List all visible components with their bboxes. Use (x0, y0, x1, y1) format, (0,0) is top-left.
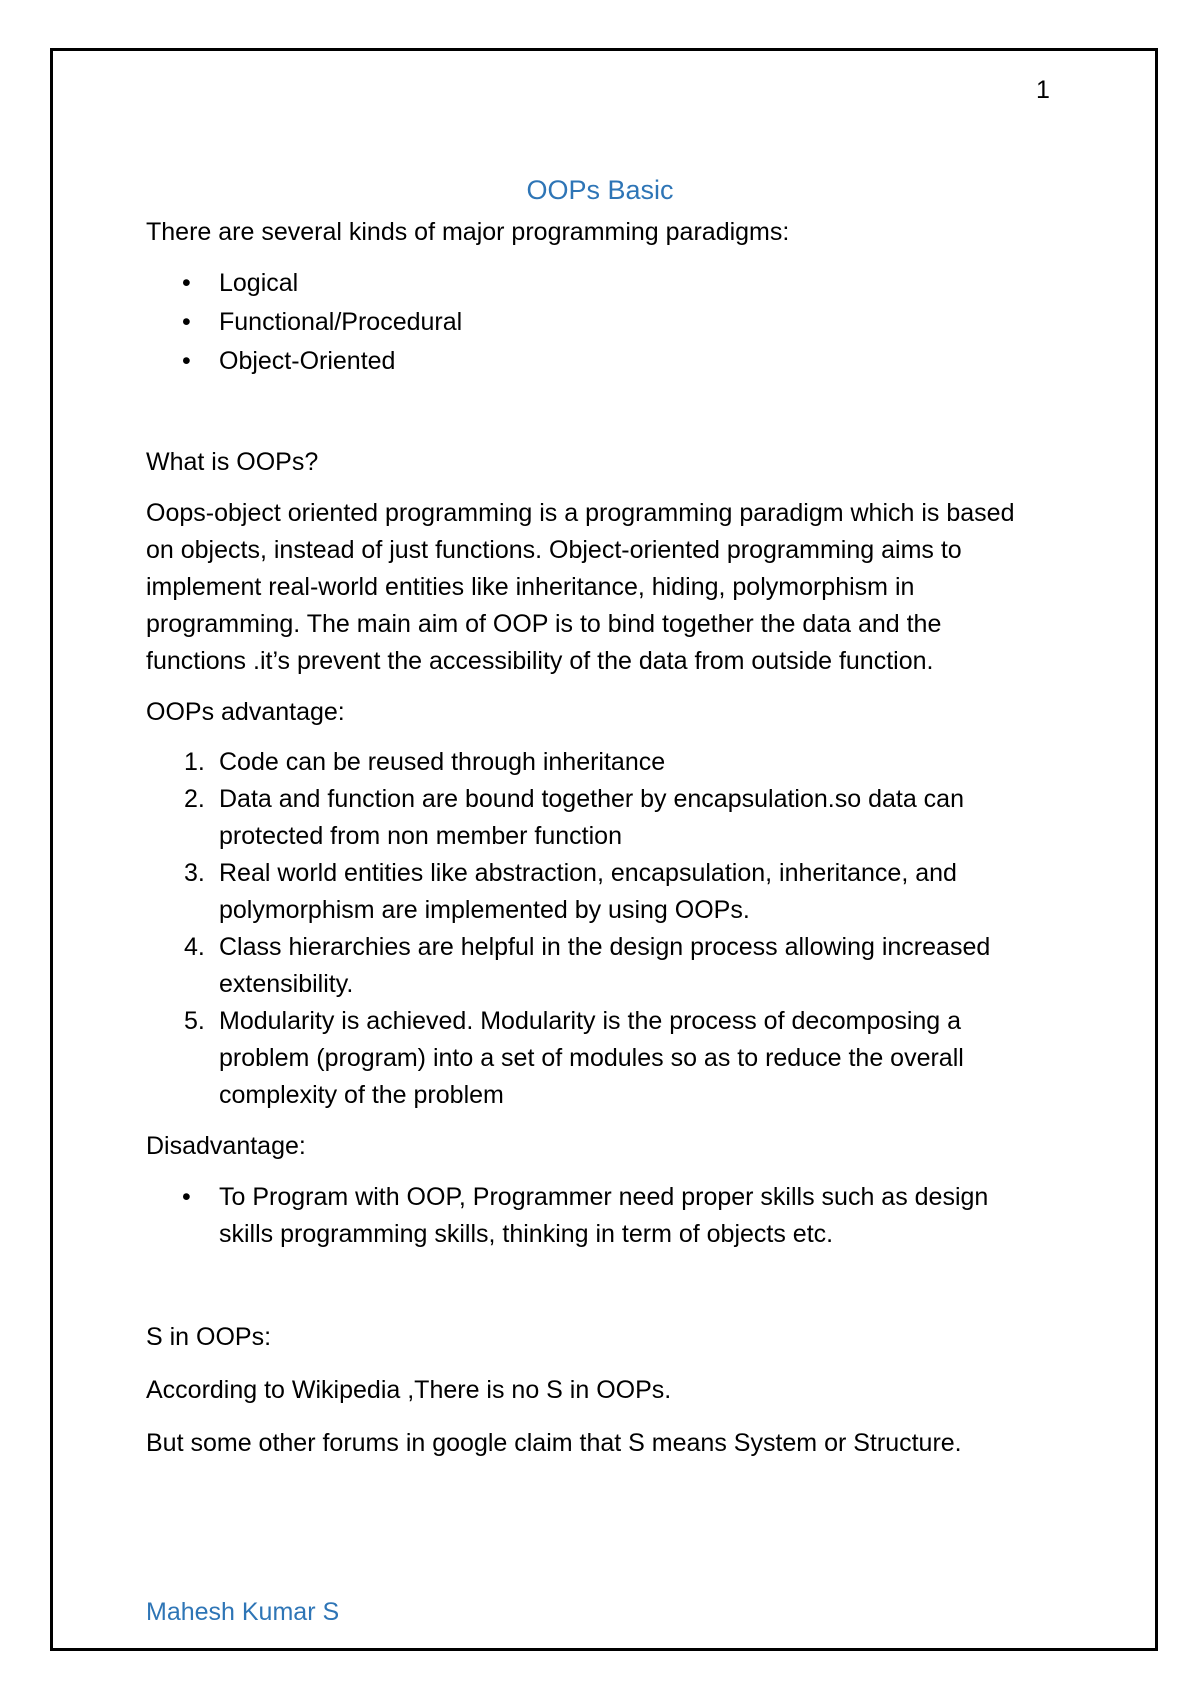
list-item: • Logical (146, 265, 1066, 302)
list-line: Class hierarchies are helpful in the design process allowing increased (219, 933, 991, 961)
list-line: problem (program) into a set of modules so as to reduce the overall (219, 1044, 964, 1072)
list-number: 4. (184, 933, 205, 961)
list-line: skills programming skills, thinking in term of objects etc. (219, 1220, 834, 1248)
paragraph-line: programming. The main aim of OOP is to bind together the data and the (146, 610, 942, 638)
advantage-heading: OOPs advantage: (146, 698, 345, 726)
paragraph-line: functions .it’s prevent the accessibility of the data from outside function. (146, 647, 934, 675)
intro-text: There are several kinds of major programming paradigms: (146, 218, 790, 246)
s-in-oops-heading: S in OOPs: (146, 1323, 272, 1351)
list-item (146, 781, 1066, 855)
list-number: 5. (184, 1007, 205, 1035)
list-line: Data and function are bound together by encapsulation.so data can (219, 785, 964, 813)
list-item: • Object-Oriented (146, 343, 1066, 380)
list-item (146, 1003, 1066, 1114)
paragraph-line: Oops-object oriented programming is a programming paradigm which is based (146, 499, 1015, 527)
page-number: 1 (1036, 76, 1050, 104)
list-line: • To Program with OOP, Programmer need proper skills such as design (219, 1183, 989, 1211)
advantage-list (146, 744, 1066, 1114)
author-footer: Mahesh Kumar S (146, 1598, 340, 1626)
list-item (146, 929, 1066, 1003)
list-item: • Functional/Procedural (146, 304, 1066, 341)
list-item (146, 855, 1066, 929)
disadvantage-list (146, 1179, 1066, 1253)
list-line: Real world entities like abstraction, encapsulation, inheritance, and (219, 859, 957, 887)
document-title: OOPs Basic (526, 175, 674, 205)
disadvantage-heading: Disadvantage: (146, 1132, 306, 1160)
paragraph-line: on objects, instead of just functions. Object-oriented programming aims to (146, 536, 962, 564)
list-line: Modularity is achieved. Modularity is the process of decomposing a (219, 1007, 962, 1035)
what-is-paragraph (146, 495, 1066, 680)
list-number: 2. (184, 785, 205, 813)
paradigm-list (146, 265, 1066, 380)
list-number: 1. (184, 748, 205, 776)
paragraph-line: implement real-world entities like inheritance, hiding, polymorphism in (146, 573, 915, 601)
list-line: complexity of the problem (219, 1081, 504, 1109)
list-line: protected from non member function (219, 822, 622, 850)
list-number: 3. (184, 859, 205, 887)
list-item (146, 744, 1066, 781)
list-line: Code can be reused through inheritance (219, 748, 666, 776)
s-in-oops-line-1: According to Wikipedia ,There is no S in OOPs. (146, 1376, 672, 1404)
list-line: polymorphism are implemented by using OOPs. (219, 896, 750, 924)
what-is-heading: What is OOPs? (146, 448, 319, 476)
list-item (146, 1179, 1066, 1253)
document-body (146, 214, 1066, 1462)
list-line: extensibility. (219, 970, 354, 998)
s-in-oops-line-2: But some other forums in google claim that S means System or Structure. (146, 1429, 962, 1457)
